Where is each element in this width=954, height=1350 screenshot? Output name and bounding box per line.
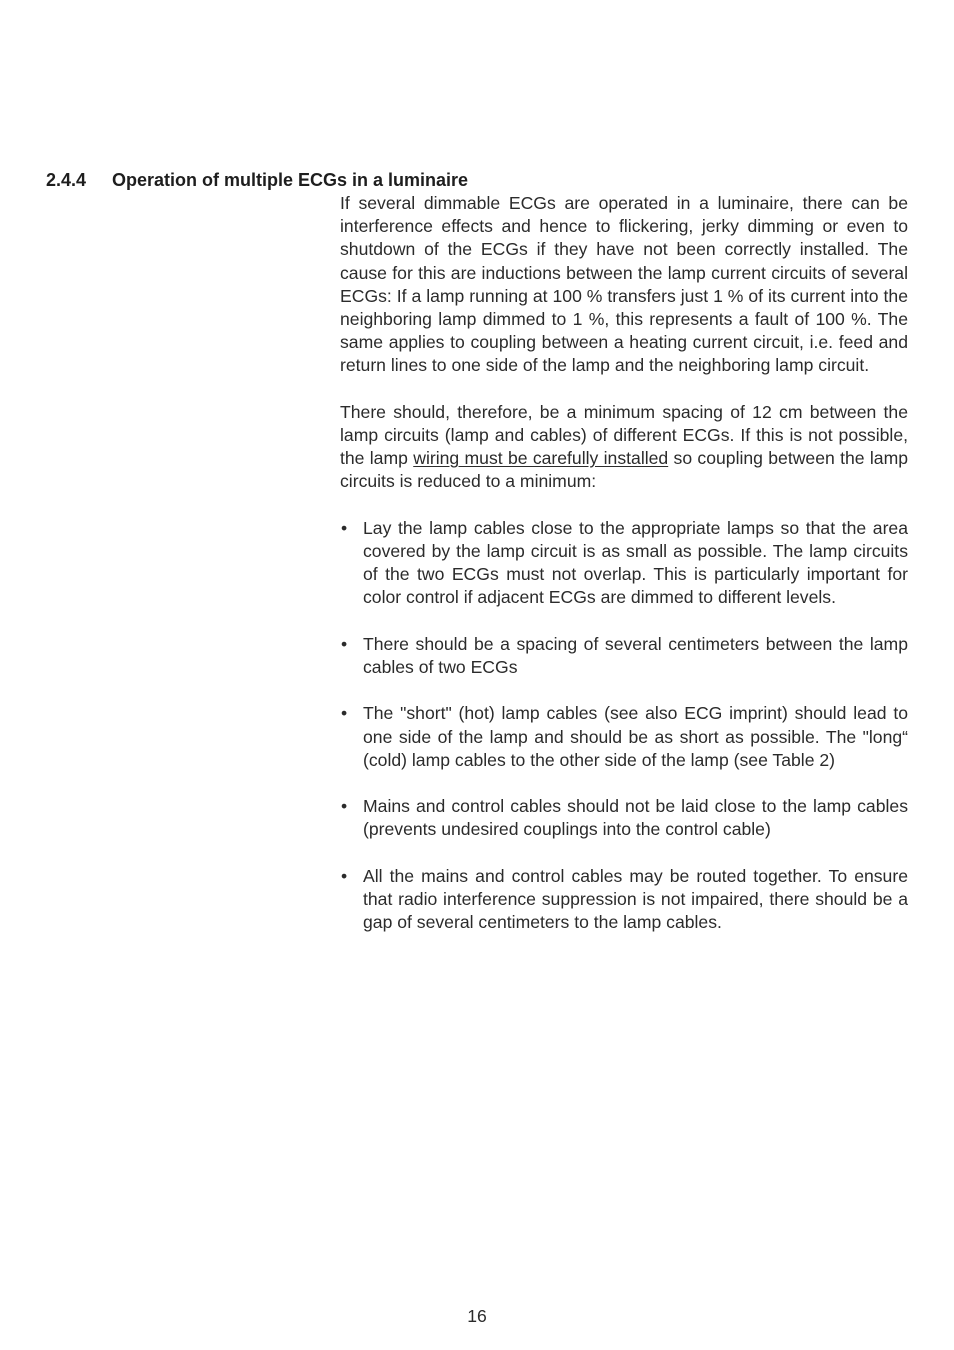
bullet-icon: •	[341, 517, 348, 538]
bullet-icon: •	[341, 703, 348, 724]
list-item	[340, 795, 908, 841]
list-item-text: Mains and control cables should not be laid close to the lamp cables (prevents undesired couplings into the control cable)	[363, 796, 908, 840]
list-item	[340, 865, 908, 935]
body-text	[340, 192, 908, 958]
bullet-icon: •	[341, 633, 348, 654]
bullet-icon: •	[341, 865, 348, 886]
section-number: 2.4.4	[46, 170, 87, 190]
section-heading	[46, 169, 468, 192]
paragraph-spacing-text-1: There should, therefore, be a minimum spacing of 12 cm between the lamp circuits (lamp and cables) of different ECGs. If this is not possible, the lamp	[340, 401, 908, 469]
paragraph-spacing	[340, 401, 908, 494]
underlined-phrase: wiring must be carefully installed	[413, 448, 669, 469]
section-title: Operation of multiple ECGs in a luminaire	[112, 170, 469, 190]
page-number: 16	[467, 1306, 487, 1326]
bullet-icon: •	[341, 796, 348, 817]
paragraph-intro: If several dimmable ECGs are operated in a luminaire, there can be interference effects and hence to flickering, jerky dimming or even to shutdown of the ECGs if they have not been correctly installed. The cause for this are inductions between the lamp current circuits of several ECGs: If a lamp running at 100 % transfers just 1 % of its current into the neighboring lamp dimmed to 1 %, this represents a fault of 100 %. The same applies to coupling between a heating current circuit, i.e. feed and return lines to one side of the lamp and the neighboring lamp circuit.	[340, 193, 908, 376]
list-item	[340, 633, 908, 679]
paragraph-spacing-text-2: so coupling between the lamp circuits is reduced to a minimum:	[340, 448, 909, 492]
list-item-text: Lay the lamp cables close to the appropriate lamps so that the area covered by the lamp circuit is as small as possible. The lamp circuits of the two ECGs must not overlap. This is particularly important for color control if adjacent ECGs are dimmed to different levels.	[363, 517, 908, 608]
bullet-list	[340, 517, 908, 935]
list-item-text: The "short" (hot) lamp cables (see also ECG imprint) should lead to one side of the lamp and should be as short as possible. The "long“ (cold) lamp cables to the other side of the lamp (see Table 2)	[363, 703, 908, 770]
list-item-text: All the mains and control cables may be routed together. To ensure that radio interference suppression is not impaired, there should be a gap of several centimeters to the lamp cables.	[363, 865, 908, 933]
list-item	[340, 517, 908, 610]
list-item-text: There should be a spacing of several centimeters between the lamp cables of two ECGs	[363, 633, 908, 678]
list-item	[340, 702, 908, 772]
